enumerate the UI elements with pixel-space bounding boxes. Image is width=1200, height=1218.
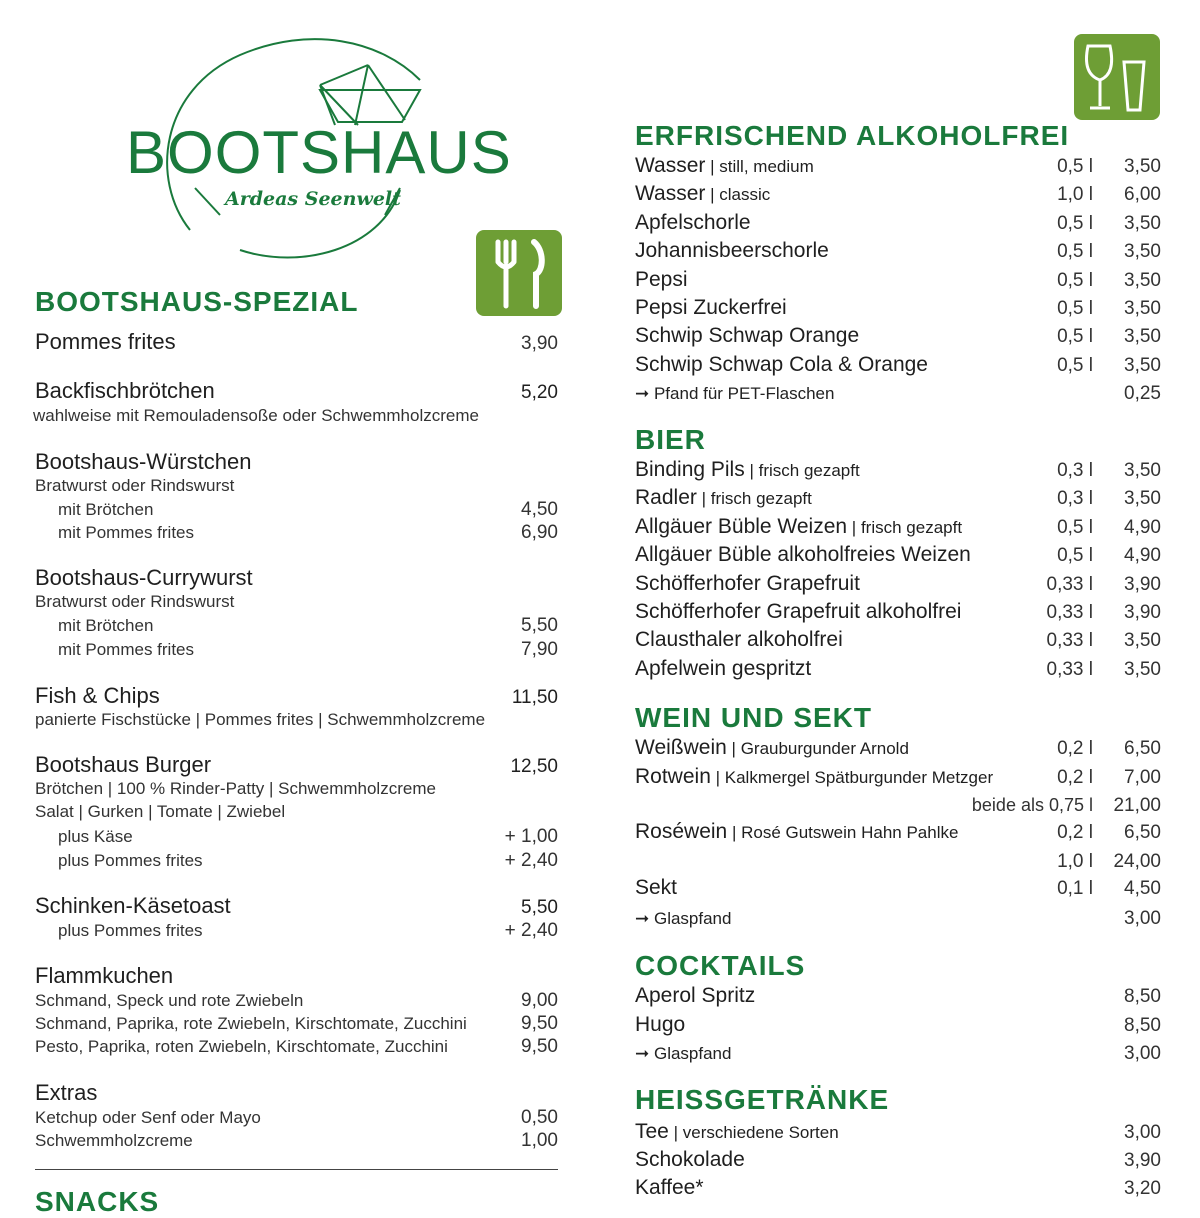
- drink-row: Schöfferhofer Grapefruit alkoholfrei 0,33 l 3,90: [635, 600, 1161, 623]
- drink-schokolade: Schokolade 3,90: [635, 1148, 1161, 1171]
- drink-row: Schöfferhofer Grapefruit 0,33 l 3,90: [635, 571, 1161, 595]
- menu-option: mit Pommes frites 6,90: [58, 522, 558, 543]
- drink-rosewein: Roséwein | Rosé Gutswein Hahn Pahlke 0,2 l 6,50: [635, 820, 1161, 843]
- drink-tee: Tee | verschiedene Sorten 3,00: [635, 1120, 1161, 1143]
- drink-row: Pepsi 0,5 l 3,50: [635, 267, 1161, 291]
- menu-option: Schmand, Paprika, rote Zwiebeln, Kirschtomate, Zucchini 9,50: [35, 1013, 558, 1034]
- section-title-wein: WEIN UND SEKT: [635, 702, 872, 733]
- menu-item-desc: Bratwurst oder Rindswurst: [35, 592, 235, 611]
- menu-item-desc: panierte Fischstücke | Pommes frites | Schwemmholzcreme: [35, 710, 486, 729]
- fork-knife-icon: [476, 230, 562, 316]
- menu-option: Schwemmholzcreme 1,00: [35, 1130, 558, 1151]
- drink-row: Wasser | still, medium 0,5 l 3,50: [635, 154, 1161, 177]
- arrow-right-icon: ➞: [635, 384, 654, 403]
- section-title-spezial: BOOTSHAUS-SPEZIAL: [35, 286, 359, 317]
- menu-item-flammkuchen: Flammkuchen: [35, 963, 174, 988]
- drink-row: Apfelwein gespritzt 0,33 l 3,50: [635, 656, 1161, 680]
- drink-aperol: Aperol Spritz 8,50: [635, 984, 1161, 1007]
- drink-hugo: Hugo 8,50: [635, 1013, 1161, 1036]
- drink-row: Wasser | classic 1,0 l 6,00: [635, 182, 1161, 206]
- drink-row: Pepsi Zuckerfrei 0,5 l 3,50: [635, 296, 1161, 319]
- pfand-row: ➞ Pfand für PET-Flaschen 0,25: [635, 383, 1161, 404]
- menu-option: plus Pommes frites + 2,40: [58, 920, 558, 941]
- section-title-snacks: SNACKS: [35, 1186, 160, 1217]
- menu-option: plus Käse + 1,00: [58, 826, 558, 847]
- drink-row: Johannisbeerschorle 0,5 l 3,50: [635, 239, 1161, 263]
- menu-option: mit Brötchen 4,50: [58, 499, 558, 520]
- logo-title: BOOTSHAUS: [126, 119, 512, 186]
- menu-option: Ketchup oder Senf oder Mayo 0,50: [35, 1107, 558, 1128]
- menu-item-fish-chips: Fish & Chips 11,50: [35, 683, 558, 708]
- drink-sekt: Sekt 0,1 l 4,50: [635, 876, 1161, 899]
- drink-beide: beide als 0,75 l 21,00: [971, 795, 1161, 816]
- menu-item-desc: Salat | Gurken | Tomate | Zwiebel: [35, 802, 286, 821]
- menu-option: mit Pommes frites 7,90: [58, 639, 558, 660]
- menu-item-desc: wahlweise mit Remouladensoße oder Schwemmholzcreme: [33, 406, 479, 425]
- glaspfand-row: ➞ Glaspfand 3,00: [635, 1043, 1161, 1064]
- logo-subtitle: Ardeas Seenwelt: [225, 188, 401, 210]
- section-title-heiss: HEISSGETRÄNKE: [635, 1084, 890, 1115]
- menu-item-pommes: Pommes frites 3,90: [35, 329, 558, 354]
- menu-item-desc: Bratwurst oder Rindswurst: [35, 476, 235, 495]
- divider: [35, 1169, 558, 1170]
- drink-row: Allgäuer Büble alkoholfreies Weizen 0,5 l 4,90: [635, 543, 1161, 567]
- wine-beer-icon: [1074, 34, 1160, 120]
- menu-item-wuerstchen: Bootshaus-Würstchen: [35, 449, 252, 474]
- section-title-alkoholfrei: ERFRISCHEND ALKOHOLFREI: [635, 120, 1070, 151]
- drink-kaffee: Kaffee* 3,20: [635, 1176, 1161, 1199]
- drink-rosewein-liter: 1,0 l 24,00: [1057, 851, 1161, 872]
- drink-row: Schwip Schwap Cola & Orange 0,5 l 3,50: [635, 352, 1161, 376]
- menu-item-backfisch: Backfischbrötchen 5,20: [35, 378, 558, 403]
- drink-row: Schwip Schwap Orange 0,5 l 3,50: [635, 324, 1161, 348]
- menu-option: plus Pommes frites + 2,40: [58, 850, 558, 871]
- arrow-right-icon: ➞: [635, 1044, 654, 1063]
- menu-item-toast: Schinken-Käsetoast 5,50: [35, 893, 558, 918]
- drink-row: Binding Pils | frisch gezapft 0,3 l 3,50: [635, 458, 1161, 481]
- menu-option: Schmand, Speck und rote Zwiebeln 9,00: [35, 990, 558, 1011]
- section-title-cocktails: COCKTAILS: [635, 950, 806, 981]
- drink-row: Radler | frisch gezapft 0,3 l 3,50: [635, 486, 1161, 510]
- menu-item-extras: Extras: [35, 1080, 98, 1105]
- drink-weisswein: Weißwein | Grauburgunder Arnold 0,2 l 6,50: [635, 736, 1161, 759]
- drink-rotwein: Rotwein | Kalkmergel Spätburgunder Metzger 0,2 l 7,00: [635, 765, 1161, 788]
- menu-option: mit Brötchen 5,50: [58, 615, 558, 636]
- section-title-bier: BIER: [635, 424, 706, 455]
- glaspfand-row: ➞ Glaspfand 3,00: [635, 908, 1161, 929]
- menu-item-currywurst: Bootshaus-Currywurst: [35, 565, 253, 590]
- drink-row: Apfelschorle 0,5 l 3,50: [635, 210, 1161, 234]
- drink-row: Clausthaler alkoholfrei 0,33 l 3,50: [635, 628, 1161, 652]
- menu-option: Pesto, Paprika, roten Zwiebeln, Kirschtomate, Zucchini 9,50: [35, 1036, 558, 1057]
- menu-item-desc: Brötchen | 100 % Rinder-Patty | Schwemmholzcreme: [35, 779, 436, 798]
- drink-row: Allgäuer Büble Weizen | frisch gezapft 0,5 l 4,90: [635, 514, 1161, 538]
- menu-item-burger: Bootshaus Burger 12,50: [35, 752, 558, 777]
- arrow-right-icon: ➞: [635, 909, 654, 928]
